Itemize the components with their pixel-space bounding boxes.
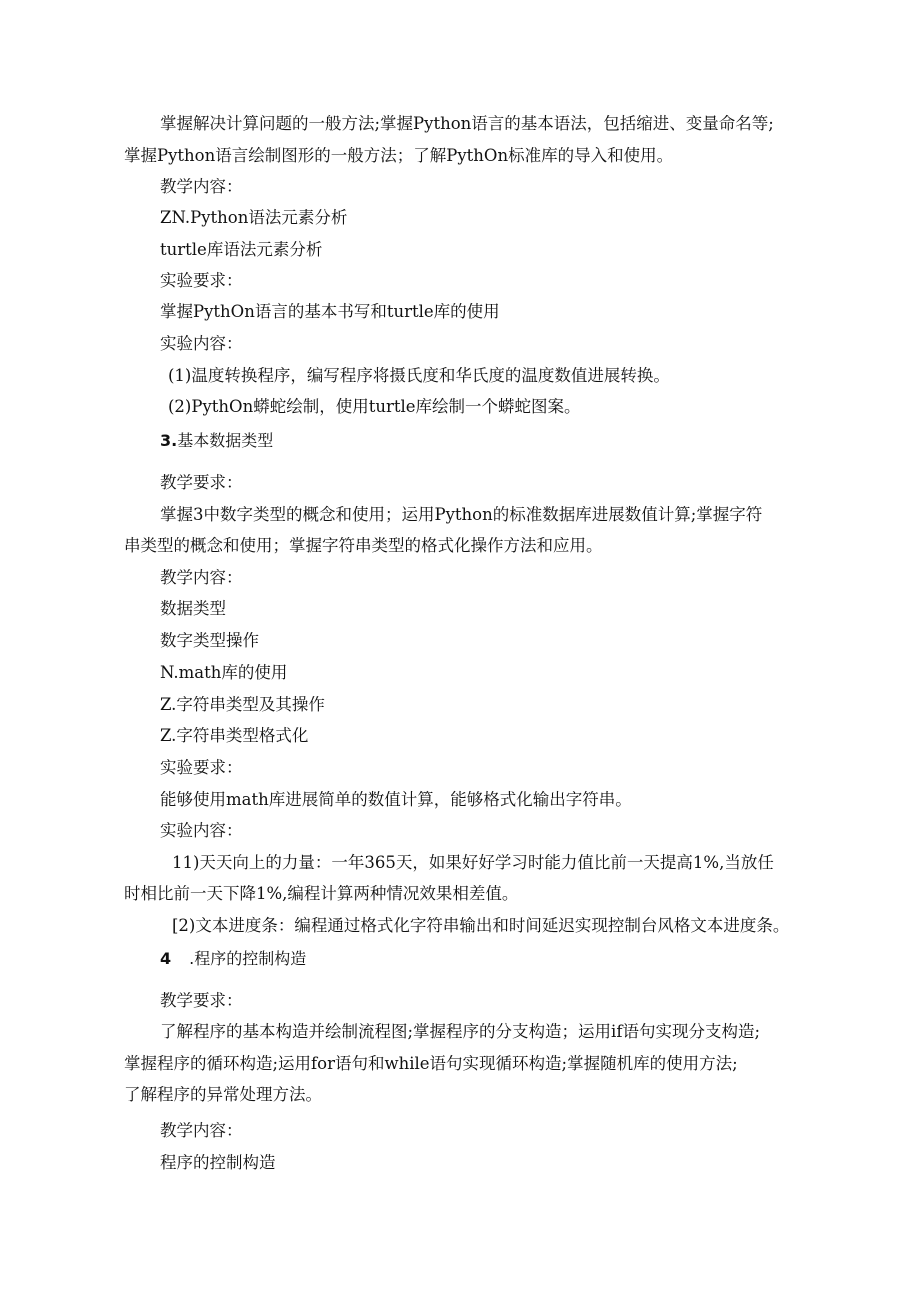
list-item: Z.字符串类型及其操作 <box>160 695 325 714</box>
section-title: 基本数据类型 <box>177 431 274 450</box>
label-experiment-content: 实验内容： <box>160 821 243 840</box>
label-teaching-requirements: 教学要求： <box>160 473 243 492</box>
paragraph-line: 掌握Python语言绘制图形的一般方法；了解PythOn标准库的导入和使用。 <box>124 146 674 165</box>
section-heading <box>160 430 273 452</box>
list-item: Z.字符串类型格式化 <box>160 726 309 745</box>
paragraph-line: 能够使用math库进展简单的数值计算，能够格式化输出字符串。 <box>160 790 632 809</box>
paragraph-line: 掌握PythOn语言的基本书写和turtle库的使用 <box>160 302 500 321</box>
list-item: 程序的控制构造 <box>160 1153 276 1172</box>
section-title: .程序的控制构造 <box>189 949 307 968</box>
section-number: 3. <box>160 431 178 450</box>
paragraph-line: 了解程序的基本构造并绘制流程图;掌握程序的分支构造；运用if语句实现分支构造; <box>160 1022 761 1041</box>
label-experiment-content: 实验内容： <box>160 334 243 353</box>
section-heading <box>160 948 306 970</box>
label-experiment-requirements: 实验要求： <box>160 271 243 290</box>
paragraph-line: 掌握3中数字类型的概念和使用；运用Python的标准数据库进展数值计算;掌握字符 <box>160 505 763 524</box>
list-item: ZN.Python语法元素分析 <box>160 208 348 227</box>
list-item: 数字类型操作 <box>160 631 259 650</box>
paragraph-line: 掌握解决计算问题的一般方法;掌握Python语言的基本语法，包括缩进、变量命名等; <box>160 114 774 133</box>
section-number: 4 <box>160 949 172 968</box>
list-item: N.math库的使用 <box>160 663 288 682</box>
label-teaching-requirements: 教学要求： <box>160 991 243 1010</box>
label-teaching-content: 教学内容： <box>160 1121 243 1140</box>
list-item: (2)PythOn蟒蛇绘制，使用turtle库绘制一个蟒蛇图案。 <box>168 397 581 416</box>
list-item: 11)天天向上的力量：一年365天，如果好好学习时能力值比前一天提高1%,当放任 <box>172 853 774 872</box>
label-teaching-content: 教学内容： <box>160 568 243 587</box>
list-item: [2)文本进度条：编程通过格式化字符串输出和时间延迟实现控制台风格文本进度条。 <box>172 916 790 935</box>
list-item-continuation: 时相比前一天下降1%,编程计算两种情况效果相差值。 <box>124 884 519 903</box>
label-experiment-requirements: 实验要求： <box>160 758 243 777</box>
paragraph-line: 了解程序的异常处理方法。 <box>124 1085 322 1104</box>
paragraph-line: 掌握程序的循环构造;运用for语句和while语句实现循环构造;掌握随机库的使用方法; <box>124 1054 738 1073</box>
list-item: turtle库语法元素分析 <box>160 240 323 259</box>
list-item: (1)温度转换程序，编写程序将摄氏度和华氏度的温度数值进展转换。 <box>168 366 670 385</box>
label-teaching-content: 教学内容： <box>160 177 243 196</box>
list-item: 数据类型 <box>160 599 226 618</box>
paragraph-line: 串类型的概念和使用；掌握字符串类型的格式化操作方法和应用。 <box>124 536 603 555</box>
